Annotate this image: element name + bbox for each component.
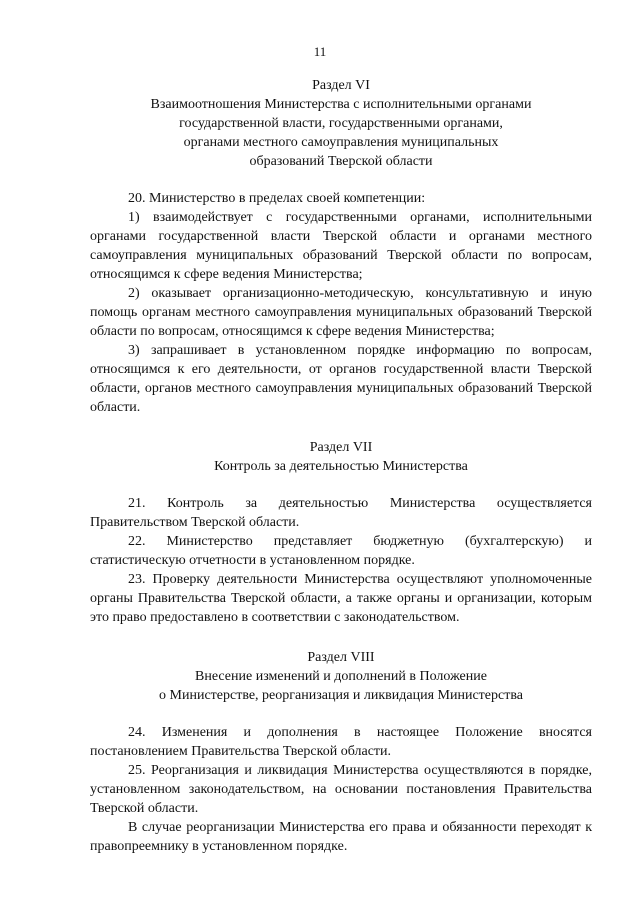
section-heading-line: органами местного самоуправления муниципальных xyxy=(183,135,499,150)
paragraph: 20. Министерство в пределах своей компетенции: xyxy=(128,191,426,206)
paragraph: 22. Министерство представляет бюджетную (бухгалтерскую) и статистическую отчетности в установленном порядке. xyxy=(90,534,592,568)
section-viii xyxy=(90,648,592,856)
section-heading-line: образований Тверской области xyxy=(249,154,433,169)
paragraph: 23. Проверку деятельности Министерства осуществляют уполномоченные органы Правительства Тверской области, а также органы и организации, которым это право предоставлено в соответствии с законодательством. xyxy=(90,572,592,625)
page-number: 11 xyxy=(313,44,327,59)
section-title: Раздел VII xyxy=(309,440,373,455)
paragraph: 21. Контроль за деятельностью Министерства осуществляется Правительством Тверской области. xyxy=(90,496,592,530)
section-heading-line: Внесение изменений и дополнений в Положение xyxy=(195,669,487,684)
paragraph: 2) оказывает организационно-методическую, консультативную и иную помощь органам местного самоуправления муниципальных образований Тверской области по вопросам, относящимся к сфере ведения Министерства; xyxy=(90,286,592,339)
section-heading-line: государственной власти, государственными органами, xyxy=(179,116,503,131)
paragraph: 1) взаимодействует с государственными органами, исполнительными органами государственной власти Тверской области и органами местного самоуправления муниципальных образований Тверской области по вопросам, относящимся к сфере ведения Министерства; xyxy=(90,210,592,282)
section-heading-line: Взаимоотношения Министерства с исполнительными органами xyxy=(150,97,532,112)
section-title: Раздел VIII xyxy=(307,650,375,665)
paragraph: 25. Реорганизация и ликвидация Министерства осуществляются в порядке, установленном законодательством, на основании постановления Правительства Тверской области. xyxy=(90,763,592,816)
paragraph: 3) запрашивает в установленном порядке информацию по вопросам, относящимся к его деятельности, от органов государственной власти Тверской области, органов местного самоуправления муниципальных образований Тверской области. xyxy=(90,343,592,415)
document-body xyxy=(90,76,592,856)
section-vi xyxy=(90,76,592,417)
paragraph: В случае реорганизации Министерства его права и обязанности переходят к правопреемнику в установленном порядке. xyxy=(90,820,592,854)
section-heading-line: о Министерстве, реорганизация и ликвидация Министерства xyxy=(159,688,523,703)
section-title: Раздел VI xyxy=(312,78,370,93)
section-vii xyxy=(90,438,592,627)
paragraph: 24. Изменения и дополнения в настоящее Положение вносятся постановлением Правительства Тверской области. xyxy=(90,725,592,759)
section-heading-line: Контроль за деятельностью Министерства xyxy=(214,459,468,474)
